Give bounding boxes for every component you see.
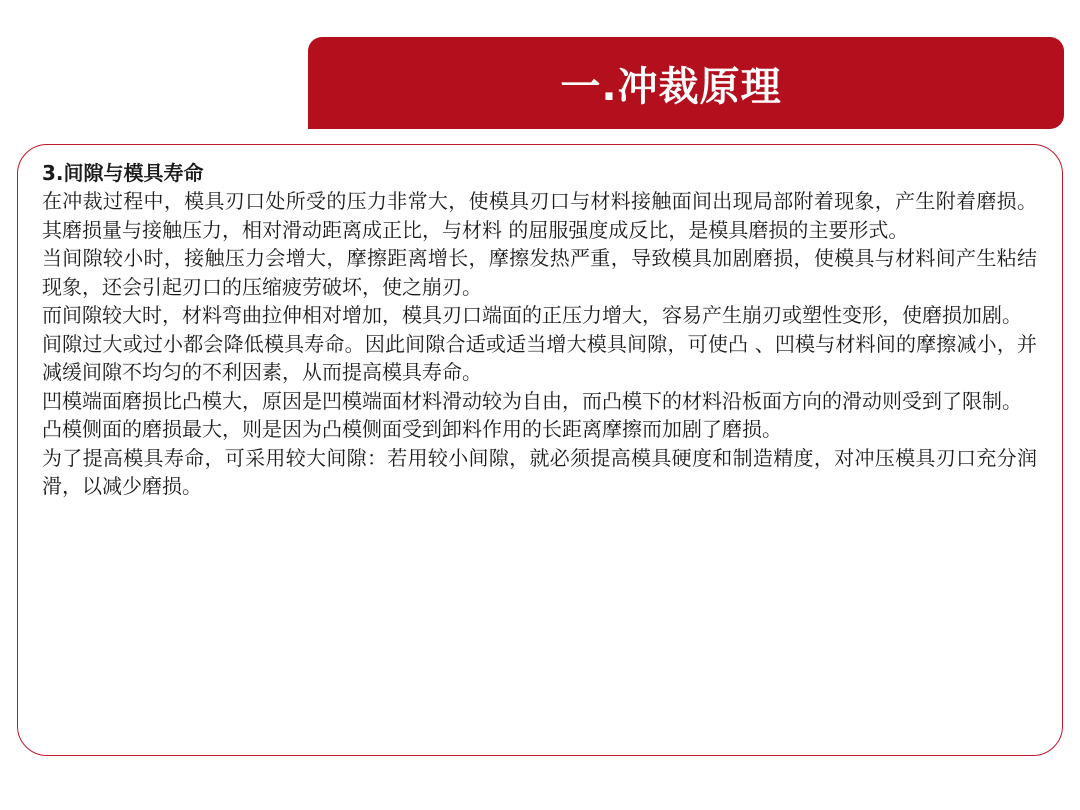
title-banner bbox=[308, 37, 1064, 129]
page-title: 一.冲裁原理 bbox=[560, 63, 782, 110]
paragraph-die-wear: 凹模端面磨损比凸模大，原因是凹模端面材料滑动较为自由，而凸模下的材料沿板面方向的滑动则受到了限制。 bbox=[42, 388, 1022, 413]
paragraph-small-clearance: 当间隙较小时，接触压力会增大，摩擦距离增长，摩擦发热严重，导致模具加剧磨损，使模具与材料间产生粘结现象，还会引起刃口的压缩疲劳破坏，使之崩刃。 bbox=[42, 246, 1037, 299]
content-panel bbox=[17, 144, 1063, 756]
paragraph-large-clearance: 而间隙较大时，材料弯曲拉伸相对增加，模具刃口端面的正压力增大，容易产生崩刃或塑性变形，使磨损加剧。 bbox=[42, 303, 1022, 327]
section-heading: 3.间隙与模具寿命 bbox=[42, 161, 204, 185]
content-body bbox=[42, 159, 1037, 501]
paragraph-adhesive-wear: 在冲裁过程中，模具刃口处所受的压力非常大，使模具刃口与材料接触面间出现局部附着现象，产生附着磨损。其磨损量与接触压力，相对滑动距离成正比，与材料 的屈服强度成反比，是模具磨损的主要形式。 bbox=[42, 189, 1037, 242]
paragraph-punch-wear: 凸模侧面的磨损最大，则是因为凸模侧面受到卸料作用的长距离摩擦而加剧了磨损。 bbox=[42, 417, 782, 441]
paragraph-improve-life: 为了提高模具寿命，可采用较大间隙：若用较小间隙，就必须提高模具硬度和制造精度，对冲压模具刃口充分润滑，以减少磨损。 bbox=[42, 445, 1037, 498]
paragraph-clearance-life: 间隙过大或过小都会降低模具寿命。因此间隙合适或适当增大模具间隙，可使凸 、凹模与材料间的摩擦减小，并减缓间隙不均匀的不利因素，从而提高模具寿命。 bbox=[42, 331, 1037, 384]
